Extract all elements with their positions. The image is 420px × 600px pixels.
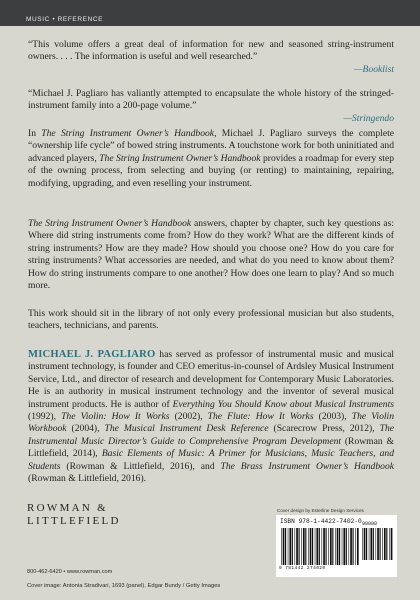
book-title: Everything You Should Know about Musical Instruments (172, 398, 394, 410)
book-title: The Instrumental Music Director’s Guide to Comprehensive Program Development (28, 423, 394, 447)
text-span: (2003), (313, 411, 352, 423)
book-title: The Brass Instrument Owner’s Handbook (220, 460, 394, 472)
review-quote-text: “This volume offers a great deal of information for new and seasoned string-instrument owners. . . . The information is useful and well researched.” (28, 39, 394, 63)
addon-barcode (361, 528, 394, 560)
text-span: , Michael J. Pagliaro surveys the complete “ownership life cycle” of bowed string instruments. A touchstone work for both uninitiated and advanced players, (28, 128, 395, 164)
book-title: The Violin Workbook (28, 411, 395, 435)
text-span: answers, chapter by chapter, such key questions as: Where did string instruments come from? How do they work? What are the different kinds of string instruments? How are they made? How should you choose one? How do you care for string instruments? What accessories are needed, and what do you need to know about them? How do string instruments compare to one another? How does one learn to play? And so much more. (28, 218, 394, 292)
review-quote-text: “Michael J. Pagliaro has valiantly attempted to encapsulate the whole history of the stringed-instrument family into a 200-page volume.” (28, 88, 394, 112)
publisher-contact: 800-462-6420 • www.rowman.com (27, 569, 113, 575)
publisher-logo (27, 502, 121, 528)
price-addon-number: 90000 (362, 521, 378, 527)
review-quote-1 (28, 39, 394, 76)
book-title: The Musical Instrument Desk Reference (104, 423, 269, 435)
text-span: (1992), (28, 411, 62, 423)
cover-design-credit: Cover design by Esterline Design Services (277, 508, 364, 513)
category-label: MUSIC • REFERENCE (26, 16, 104, 23)
description-paragraph-1 (28, 128, 394, 190)
book-title: The Flute: How It Works (207, 411, 314, 423)
review-source: — Booklist (28, 64, 394, 76)
book-title: The String Instrument Owner’s Handbook (28, 218, 192, 229)
text-span: In (28, 128, 42, 139)
ean-barcode (280, 528, 359, 565)
text-span: (2002), (169, 411, 208, 423)
review-source: — Stringendo (28, 113, 394, 125)
review-quote-2 (28, 88, 394, 125)
barcode-digits: 9 781442 274020 (279, 566, 326, 571)
text-span: (Scarecrow Press, 2012), (268, 423, 380, 435)
author-name: MICHAEL J. PAGLIARO (28, 349, 156, 360)
cover-image-credit: Cover image: Antonia Stradivari, 1693 (panel), Edgar Bundy / Getty Images (27, 583, 221, 589)
book-title: The Violin: How It Works (61, 411, 170, 423)
text-span: provides a roadmap for every step of the owning process, from selecting and buying (or renting) to maintaining, repairing, modifying, upgrading, and even reselling your instrument. (28, 152, 395, 189)
author-bio (28, 349, 394, 485)
text-span: This work should sit in the library of not only every professional musician but also students, teachers, technicians, and parents. (28, 308, 394, 332)
publisher-logo-line-1: ROWMAN & (27, 502, 109, 514)
text-span: (2004), (66, 423, 105, 435)
text-span: has served as professor of instrumental music and musical instrument technology, is founder and CEO emeritus-in-counsel of Ardsley Musical Instrument Service, Ltd., and director of research and development for Contemporary Music Laboratories. He is an authority in musical instrument technology and the inventor of several musical instrument products. He is author of (28, 349, 395, 410)
book-title: Basic Elements of Music: A Primer for Musicians, Music Teachers, and Students (28, 448, 394, 472)
description-paragraph-2 (28, 218, 394, 292)
description-paragraph-3 (28, 308, 394, 333)
text-span: (Rowman & Littlefield, 2014), (28, 435, 394, 460)
text-span: (Rowman & Littlefield, 2016). (28, 473, 147, 485)
book-title: The String Instrument Owner’s Handbook (41, 128, 215, 139)
text-span: (Rowman & Littlefield, 2016), and (60, 460, 221, 472)
book-title: The String Instrument Owner’s Handbook (99, 152, 261, 164)
publisher-logo-line-2: LITTLEFIELD (27, 515, 121, 527)
isbn-label: ISBN 978-1-4422-7402-0 (280, 518, 362, 525)
